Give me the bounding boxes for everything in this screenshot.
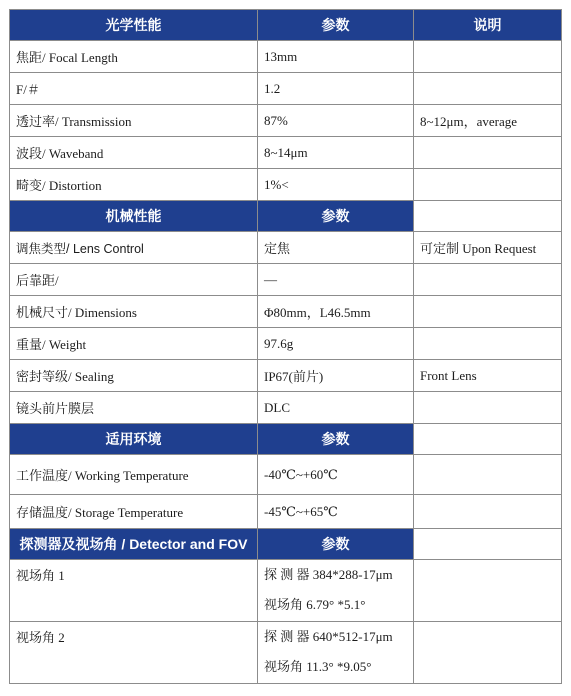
- spec-note: [414, 169, 562, 201]
- spec-value: 定焦: [258, 232, 414, 264]
- detector-value: 探 测 器 384*288-17μm: [264, 567, 393, 582]
- spec-note: [414, 137, 562, 169]
- spec-note: 8~12μm，average: [414, 105, 562, 137]
- spec-note: [414, 328, 562, 360]
- param-header: 参数: [258, 10, 414, 41]
- spec-value: DLC: [258, 392, 414, 424]
- section-title-mechanical: 机械性能: [10, 201, 258, 232]
- table-row: [10, 41, 562, 73]
- table-row: [10, 137, 562, 169]
- spec-value: 1%<: [258, 169, 414, 201]
- section-title-optical: 光学性能: [10, 10, 258, 41]
- section-header-environment: [10, 424, 562, 455]
- spec-name: 畸变/ Distortion: [10, 169, 258, 201]
- spec-value: 8~14μm: [258, 137, 414, 169]
- table-row: [10, 455, 562, 495]
- spec-name: 密封等级/ Sealing: [10, 360, 258, 392]
- section-title-detector: 探测器及视场角 / Detector and FOV: [10, 529, 258, 560]
- table-row: [10, 296, 562, 328]
- spec-value: [258, 622, 414, 684]
- spec-value: 13mm: [258, 41, 414, 73]
- spec-value: —: [258, 264, 414, 296]
- table-row: [10, 169, 562, 201]
- spec-value: 1.2: [258, 73, 414, 105]
- spec-note: [414, 264, 562, 296]
- table-row: [10, 264, 562, 296]
- spec-note: [414, 455, 562, 495]
- spec-note: 可定制 Upon Request: [414, 232, 562, 264]
- table-row: [10, 73, 562, 105]
- spec-name: 焦距/ Focal Length: [10, 41, 258, 73]
- param-header: 参数: [258, 529, 414, 560]
- spec-name: 透过率/ Transmission: [10, 105, 258, 137]
- spec-note: [414, 622, 562, 684]
- spec-name: 工作温度/ Working Temperature: [10, 455, 258, 495]
- spec-value: [258, 560, 414, 622]
- note-header: 说明: [414, 10, 562, 41]
- spec-value: -40℃~+60℃: [258, 455, 414, 495]
- table-row: [10, 622, 562, 684]
- spec-value: 97.6g: [258, 328, 414, 360]
- spec-name: 视场角 2: [10, 622, 258, 684]
- param-header: 参数: [258, 424, 414, 455]
- blank-header-cell: [414, 201, 562, 232]
- blank-header-cell: [414, 424, 562, 455]
- spec-name: 重量/ Weight: [10, 328, 258, 360]
- spec-name: 调焦类型/ Lens Control: [10, 232, 258, 264]
- section-header-detector: [10, 529, 562, 560]
- spec-note: [414, 73, 562, 105]
- spec-value: IP67(前片): [258, 360, 414, 392]
- table-row: [10, 392, 562, 424]
- section-title-environment: 适用环境: [10, 424, 258, 455]
- spec-note: [414, 495, 562, 529]
- section-header-mechanical: [10, 201, 562, 232]
- table-row: [10, 105, 562, 137]
- spec-name: 后靠距/: [10, 264, 258, 296]
- blank-header-cell: [414, 529, 562, 560]
- spec-value: Φ80mm，L46.5mm: [258, 296, 414, 328]
- spec-value: 87%: [258, 105, 414, 137]
- spec-value: -45℃~+65℃: [258, 495, 414, 529]
- section-header-optical: [10, 10, 562, 41]
- param-header: 参数: [258, 201, 414, 232]
- spec-name: 波段/ Waveband: [10, 137, 258, 169]
- spec-name: 机械尺寸/ Dimensions: [10, 296, 258, 328]
- spec-table: [9, 9, 562, 684]
- table-row: [10, 495, 562, 529]
- spec-note: [414, 560, 562, 622]
- table-row: [10, 328, 562, 360]
- table-row: [10, 360, 562, 392]
- spec-note: [414, 296, 562, 328]
- spec-name: 镜头前片膜层: [10, 392, 258, 424]
- fov-value: 视场角 11.3° *9.05°: [264, 659, 372, 674]
- spec-note: Front Lens: [414, 360, 562, 392]
- spec-name: 存储温度/ Storage Temperature: [10, 495, 258, 529]
- spec-note: [414, 392, 562, 424]
- table-row: [10, 232, 562, 264]
- spec-name: 视场角 1: [10, 560, 258, 622]
- spec-note: [414, 41, 562, 73]
- table-row: [10, 560, 562, 622]
- fov-value: 视场角 6.79° *5.1°: [264, 597, 366, 612]
- detector-value: 探 测 器 640*512-17μm: [264, 629, 393, 644]
- spec-name: F/＃: [10, 73, 258, 105]
